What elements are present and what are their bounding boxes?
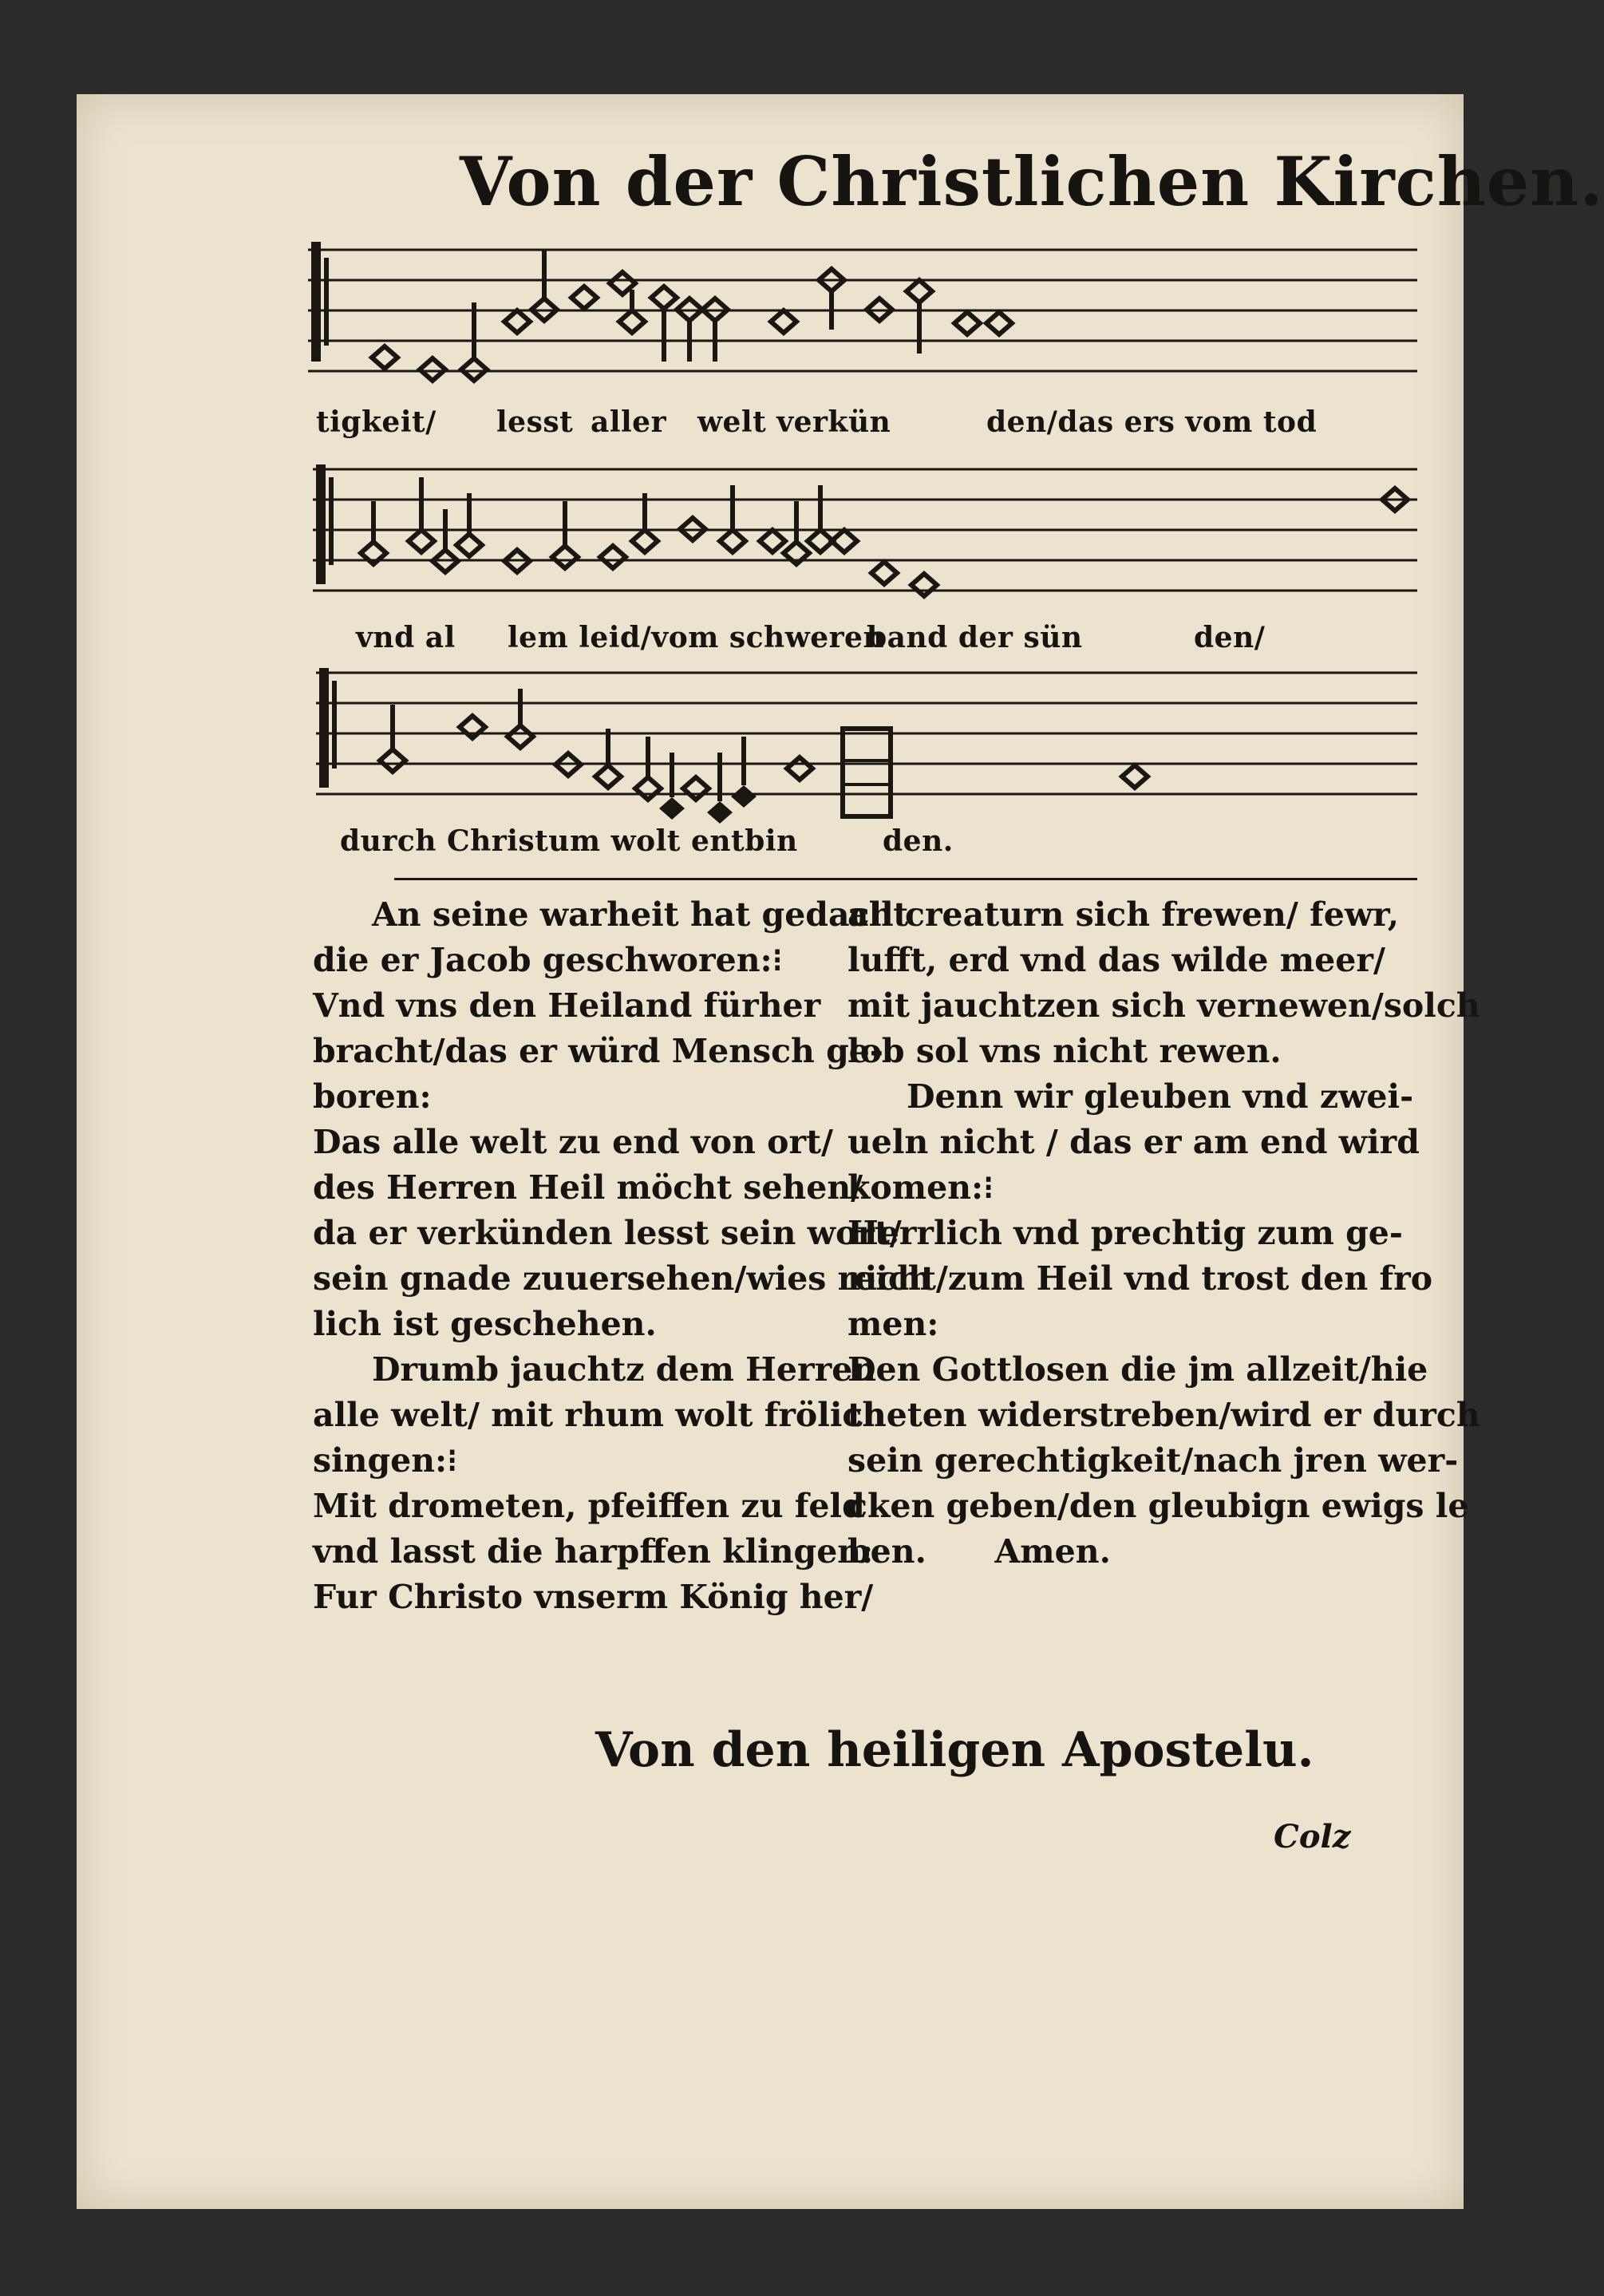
lyric-2-1: vnd al [356,621,456,654]
lyric-1-1: tigkeit/ [316,405,437,439]
verse-line: des Herren Heil möcht sehen/ [313,1168,863,1207]
verse-line: An seine warheit hat gedacht [372,895,909,934]
next-section-title: Von den heiligen Apostelu. [595,1722,1314,1778]
verse-line: sein gnade zuuersehen/wies reich [313,1259,932,1298]
verse-line: Mit drometen, pfeiffen zu feld [313,1487,865,1525]
verse-line: men: [847,1305,939,1343]
verse-line: Fur Christo vnserm König her/ [313,1578,874,1616]
catchword: Colz [1274,1818,1351,1855]
verse-line: cken geben/den gleubign ewigs le [847,1487,1469,1525]
verse-line: mit jauchtzen sich vernewen/solch [847,986,1480,1025]
verse-line: ueln nicht / das er am end wird [847,1123,1420,1161]
verse-line: ben. Amen. [847,1532,1111,1571]
verse-line: singen:⁝ [313,1441,458,1480]
lyric-2-4: den/ [1194,621,1266,654]
verse-line: Vnd vns den Heiland fürher [313,986,821,1025]
verse-line: vnd lasst die harpffen klingen: [313,1532,874,1571]
lyric-3-2: den. [883,824,954,858]
verse-line: Denn wir gleuben vnd zwei- [907,1077,1414,1116]
lyric-1-5: den/das ers vom tod [986,405,1318,439]
verse-line: lob sol vns nicht rewen. [847,1032,1282,1070]
verse-line: alle welt/ mit rhum wolt frölich [313,1396,887,1434]
verse-line: Den Gottlosen die jm allzeit/hie [847,1350,1428,1389]
page-title: Von der Christlichen Kirchen. [460,142,1604,221]
verse-line: Herrlich vnd prechtig zum ge- [847,1214,1403,1252]
verse-column-right [847,892,1480,1575]
lyric-1-3: aller [591,405,667,439]
verse-line: die er Jacob geschworen:⁝ [313,941,783,979]
verse-line: sein gerechtigkeit/nach jren wer- [847,1441,1459,1480]
verse-line: komen:⁝ [847,1168,994,1207]
lyric-2-2: lem leid/vom schweren [508,621,885,654]
music-staff-2 [313,453,1417,629]
lyric-3-1: durch Christum wolt entbin [340,824,798,858]
verse-line: Drumb jauchtz dem Herren [372,1350,877,1389]
verse-line: da er verkünden lesst sein wort/ [313,1214,902,1252]
music-staff-3 [316,657,1417,832]
verse-line: lufft, erd vnd das wilde meer/ [847,941,1385,979]
verse-line: bracht/das er würd Mensch ge- [313,1032,883,1070]
music-staff-1 [308,234,1417,417]
lyric-1-4: welt verkün [697,405,891,439]
verse-line: richt/zum Heil vnd trost den fro [847,1259,1433,1298]
verse-line: boren: [313,1077,432,1116]
lyric-2-3: band der sün [867,621,1083,654]
verse-line: all creaturn sich frewen/ fewr, [847,895,1400,934]
verse-line: theten widerstreben/wird er durch [847,1396,1480,1434]
verse-line: lich ist geschehen. [313,1305,657,1343]
book-page [77,94,1604,2209]
music-separator-rule [394,878,1417,880]
lyric-1-2: lesst [496,405,574,439]
verse-line: Das alle welt zu end von ort/ [313,1123,834,1161]
